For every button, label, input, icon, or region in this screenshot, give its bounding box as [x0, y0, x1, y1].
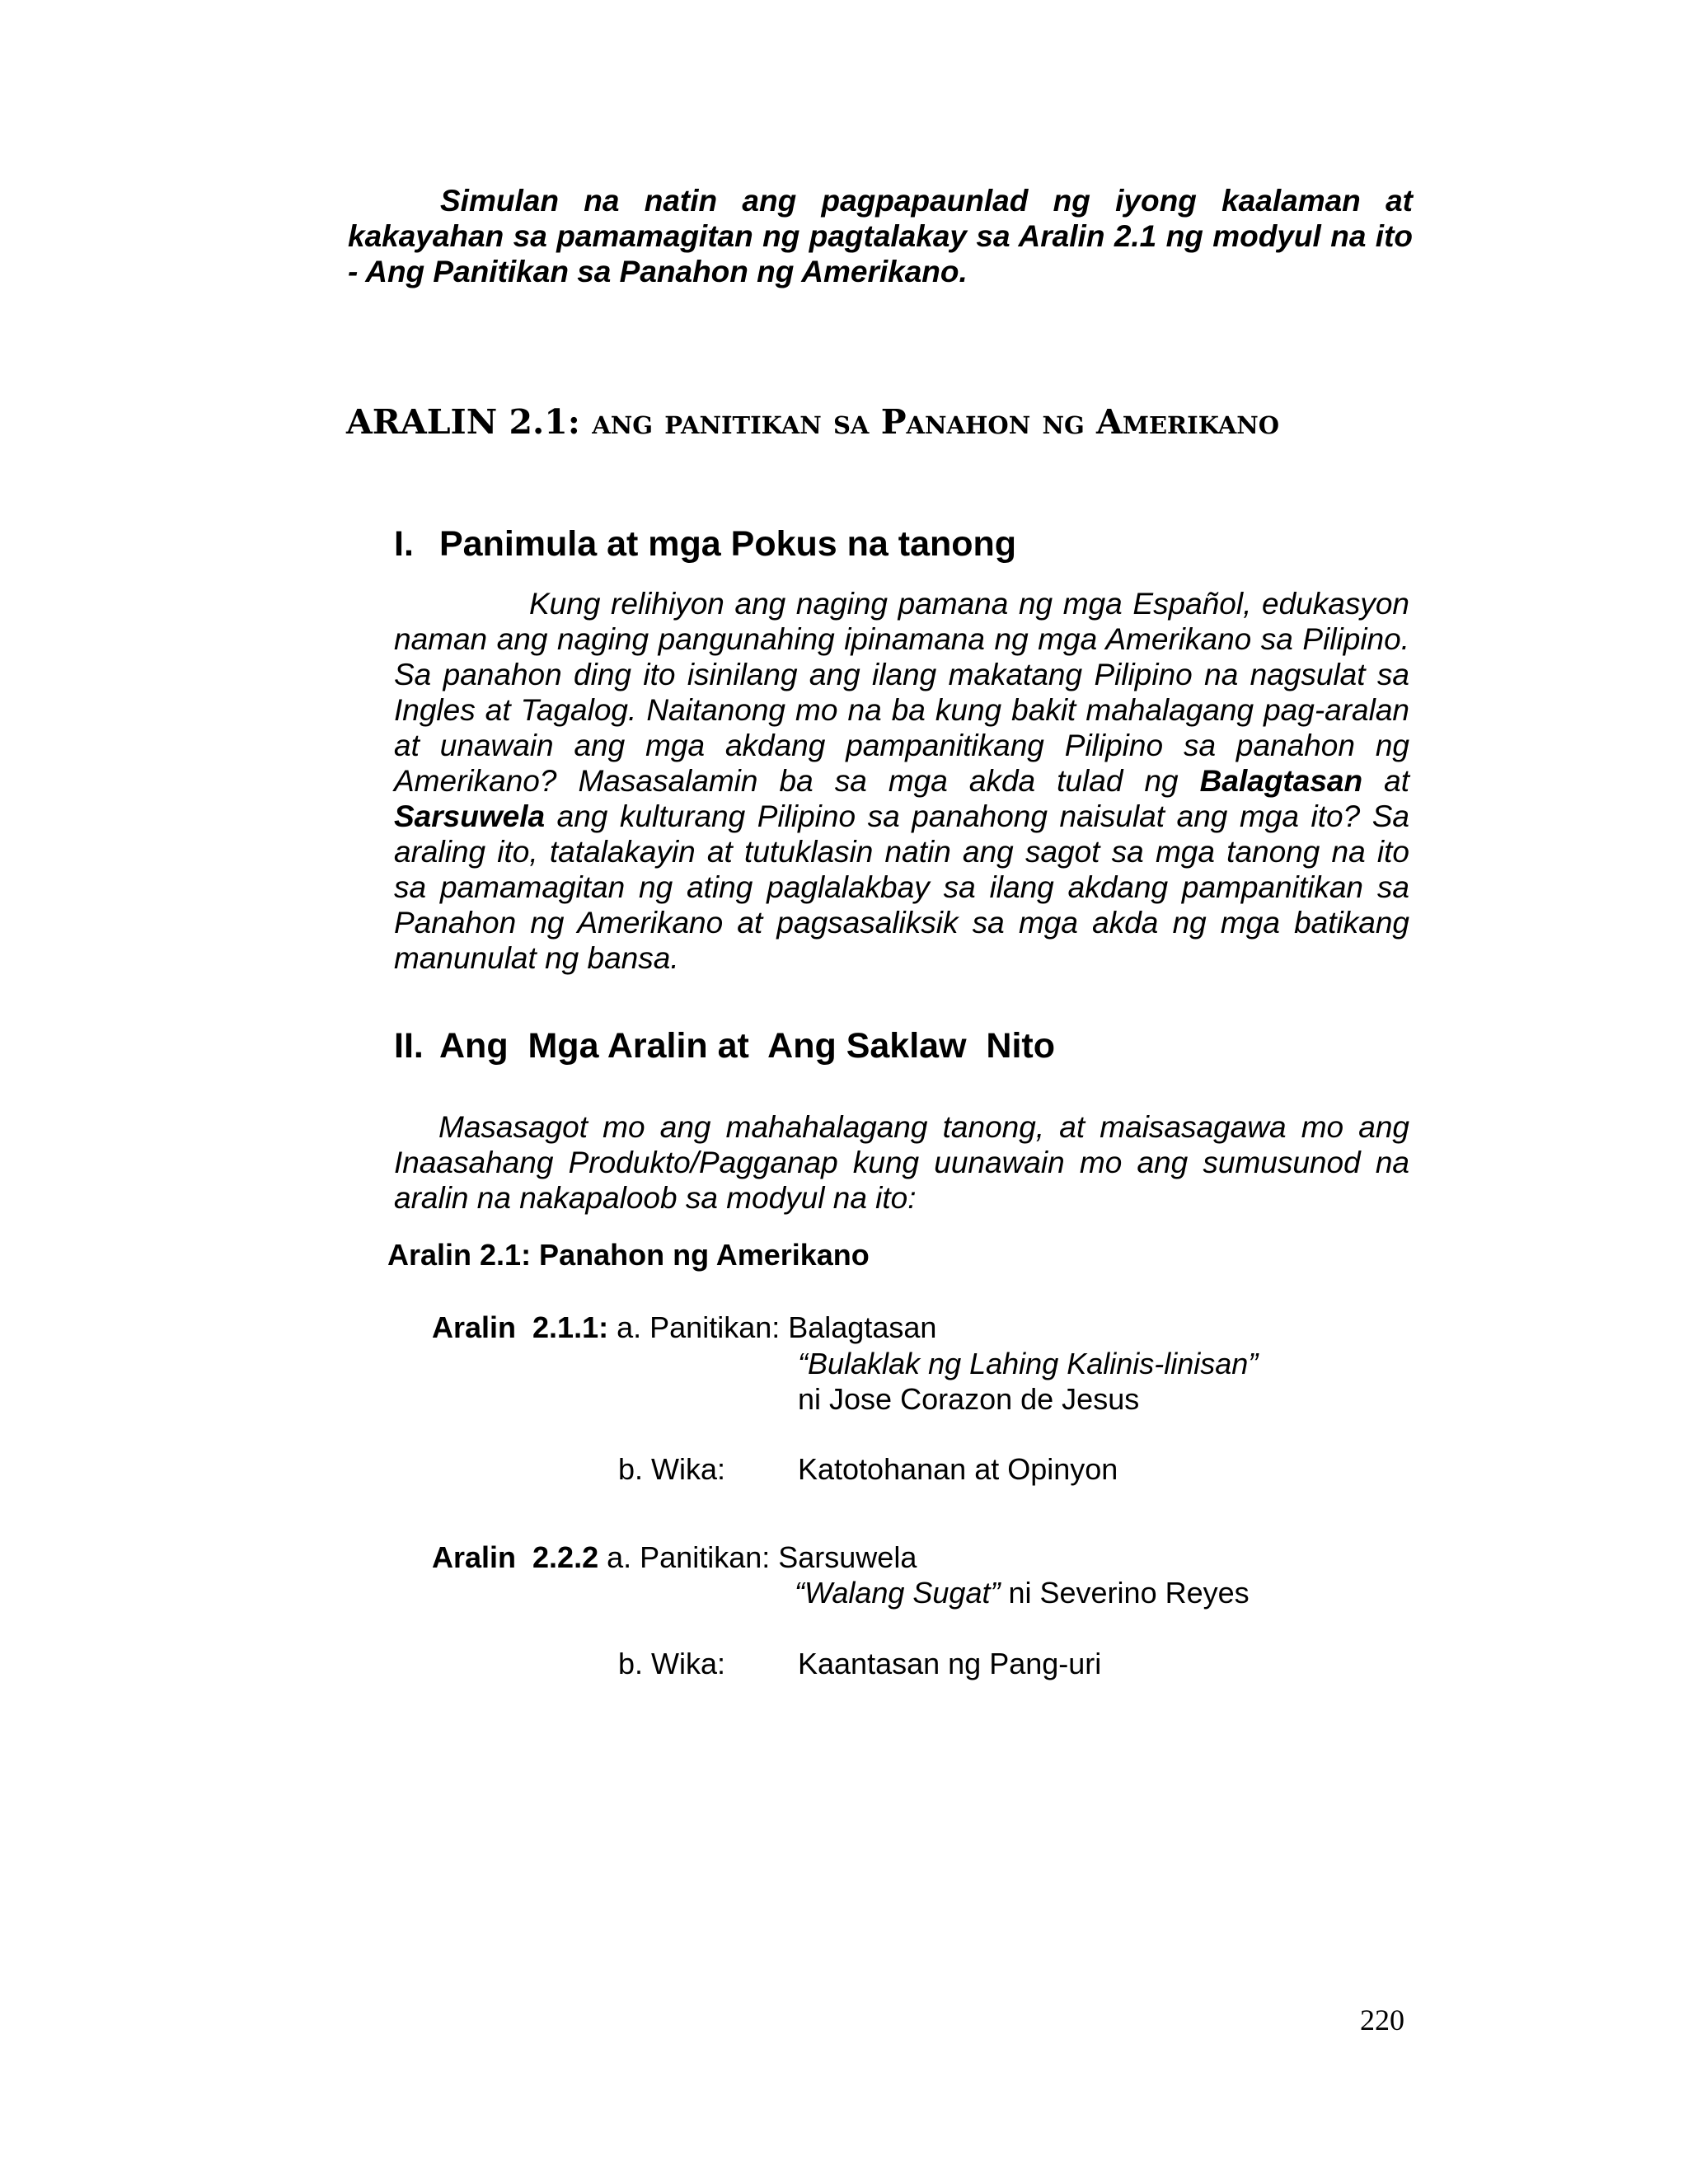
aralin-title-prefix: ARALIN 2.1:: [346, 402, 580, 442]
lesson-1-title-row: [798, 1347, 1258, 1381]
section-1-number: I.: [394, 524, 414, 564]
lesson-1-b-label: b. Wika:: [618, 1452, 726, 1486]
lesson-1-b-value: Katotohanan at Opinyon: [798, 1452, 1118, 1486]
section-1-title: Panimula at mga Pokus na tanong: [439, 524, 1017, 564]
lesson-2-a-value: Sarsuwela: [778, 1540, 917, 1574]
aralin-title-rest: ang panitikan sa Panahon ng Amerikano: [592, 402, 1280, 442]
lesson-2-row-b-value: [798, 1647, 1101, 1681]
section-1-text-a: Kung relihiyon ang naging pamana ng mga Español, edukasyon naman ang naging pangunahing ipinamana ng mga Amerikano sa Pilipino. Sa panahon ding ito isinilang ang ilang makatang Pilipino na nagsulat sa Ingles at Tagalog. Naitanong mo na ba kung bakit mahalagang pag-aralan at unawain ang mga akdang pampanitikang Pilipino sa panahon ng Amerikano? Masasalamin ba sa mga akda tulad ng: [394, 587, 1409, 798]
aralin-title: [346, 402, 1418, 442]
section-2-heading: [394, 1026, 1055, 1066]
lesson-2-title: “Walang Sugat”: [795, 1576, 1001, 1610]
lesson-1-row-b-label: [618, 1452, 725, 1487]
sarsuwela-term: Sarsuwela: [394, 799, 546, 833]
lesson-1-author-row: [798, 1382, 1139, 1417]
lesson-1-row-a: [432, 1310, 936, 1345]
section-2-title: Ang Mga Aralin at Ang Saklaw Nito: [439, 1026, 1055, 1066]
lesson-2-a-label: a. Panitikan:: [607, 1540, 771, 1574]
lesson-1-a-value: Balagtasan: [788, 1310, 937, 1344]
lesson-2-title-row: [795, 1576, 1250, 1610]
section-1-heading: [394, 524, 1016, 565]
lesson-1-author: ni Jose Corazon de Jesus: [798, 1382, 1140, 1416]
lesson-2-b-label: b. Wika:: [618, 1647, 726, 1680]
lesson-2-row-b-label: [618, 1647, 725, 1681]
intro-text: Simulan na natin ang pagpapaunlad ng iyong kaalaman at kakayahan sa pamamagitan ng pagtalakay sa Aralin 2.1 ng modyul na ito - Ang Panitikan sa Panahon ng Amerikano.: [348, 184, 1413, 288]
section-1-text-c: ang kulturang Pilipino sa panahong naisulat ang mga ito? Sa araling ito, tatalakayin at tutuklasin natin ang sagot sa mga tanong na ito sa pamamagitan ng ating paglalakbay sa ilang akdang pampanitikan sa Panahon ng Amerikano at pagsasaliksik sa mga akda ng mga batikang manunulat ng bansa.: [394, 799, 1410, 975]
section-2-text: Masasagot mo ang mahahalagang tanong, at maisasagawa mo ang Inaasahang Produkto/Pagganap kung uunawain mo ang sumusunod na aralin na nakapaloob sa modyul na ito:: [394, 1110, 1409, 1215]
section-2-number: II.: [394, 1026, 424, 1066]
page-number: 220: [1360, 2004, 1404, 2036]
intro-paragraph: [348, 183, 1413, 289]
section-1-paragraph: [394, 586, 1409, 976]
aralin-subheading: Aralin 2.1: Panahon ng Amerikano: [387, 1238, 870, 1272]
lesson-1-row-b-value: [798, 1452, 1118, 1487]
lesson-2-author: ni Severino Reyes: [1008, 1576, 1250, 1610]
lesson-2-label: Aralin 2.2.2: [432, 1540, 599, 1574]
lesson-1-title: “Bulaklak ng Lahing Kalinis-linisan”: [798, 1347, 1259, 1380]
section-1-text-b: at: [1384, 764, 1410, 798]
section-2-paragraph: [394, 1109, 1409, 1216]
lesson-2-row-a: [432, 1540, 917, 1575]
lesson-1-a-label: a. Panitikan:: [617, 1310, 781, 1344]
balagtasan-term: Balagtasan: [1199, 764, 1363, 798]
lesson-2-b-value: Kaantasan ng Pang-uri: [798, 1647, 1102, 1680]
lesson-1-label: Aralin 2.1.1:: [432, 1310, 609, 1344]
